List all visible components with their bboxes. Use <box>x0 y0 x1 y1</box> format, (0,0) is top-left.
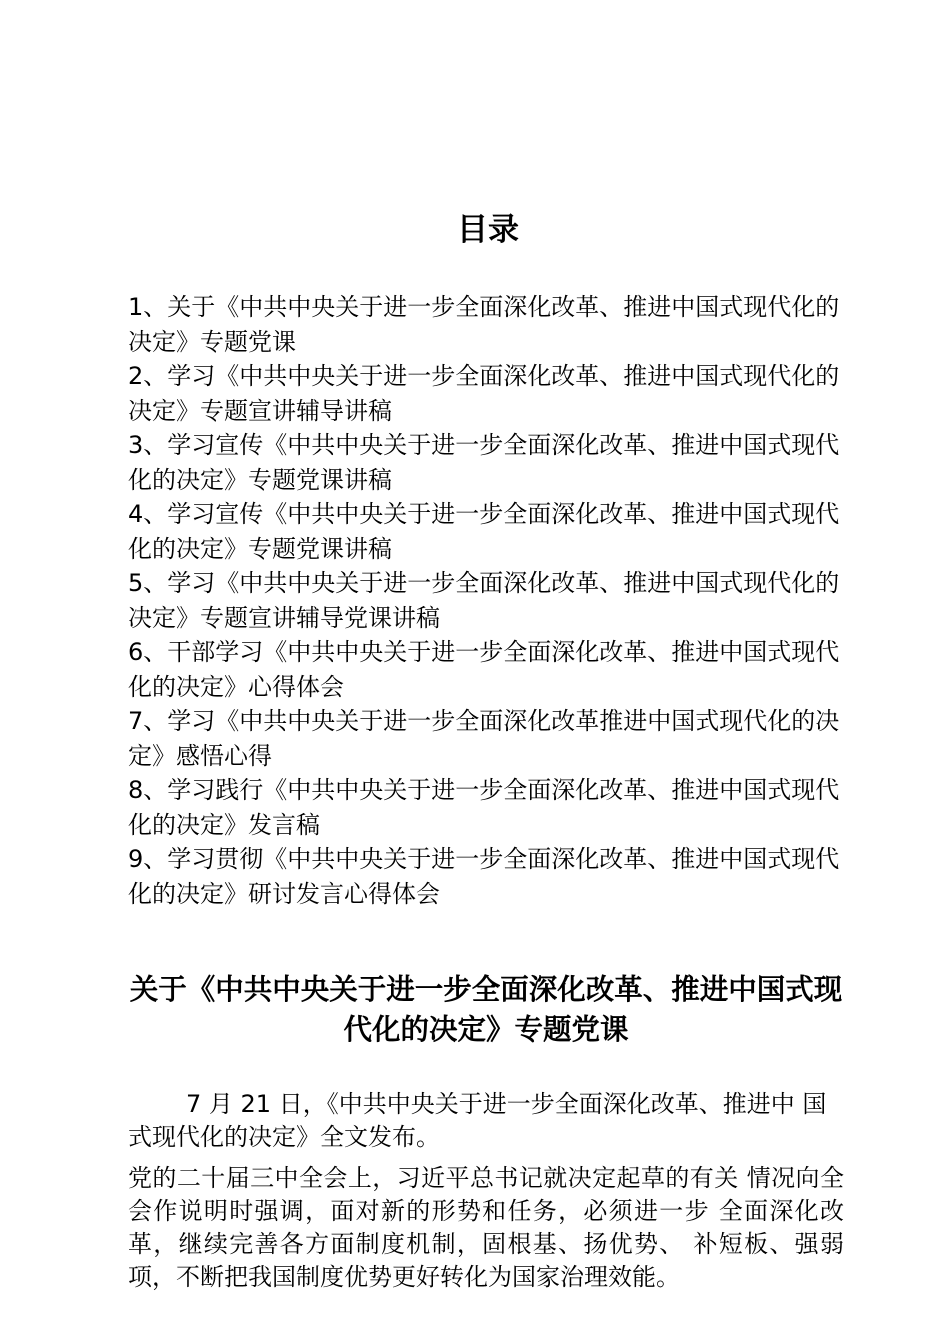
toc-item-6[interactable]: 6、干部学习《中共中央关于进一步全面深化改革、推进中国式现代化的决定》心得体会 <box>128 638 840 701</box>
toc-item-4[interactable]: 4、学习宣传《中共中央关于进一步全面深化改革、推进中国式现代化的决定》专题党课讲稿 <box>128 500 840 563</box>
article-paragraph-1: 7 月 21 日，《中共中央关于进一步全面深化改革、推进中 国式现代化的决定》全文发布。 <box>128 1090 827 1151</box>
toc-item-7[interactable]: 7、学习《中共中央关于进一步全面深化改革推进中国式现代化的决定》感悟心得 <box>128 707 840 770</box>
toc-item-3[interactable]: 3、学习宣传《中共中央关于进一步全面深化改革、推进中国式现代化的决定》专题党课讲稿 <box>128 431 840 494</box>
table-of-contents <box>128 290 844 911</box>
article-title: 关于《中共中央关于进一步全面深化改革、推进中国式现代化的决定》专题党课 <box>129 973 843 1046</box>
toc-item-9[interactable]: 9、学习贯彻《中共中央关于进一步全面深化改革、推进中国式现代化的决定》研讨发言心得体会 <box>128 845 840 908</box>
toc-item-2[interactable]: 2、学习《中共中央关于进一步全面深化改革、推进中国式现代化的决定》专题宣讲辅导讲稿 <box>128 362 840 425</box>
toc-title: 目录 <box>457 212 519 248</box>
toc-item-8[interactable]: 8、学习践行《中共中央关于进一步全面深化改革、推进中国式现代化的决定》发言稿 <box>128 776 840 839</box>
article-paragraph-2: 党的二十届三中全会上，习近平总书记就决定起草的有关 情况向全会作说明时强调，面对新的形势和任务，必须进一步 全面深化改革，继续完善各方面制度机制，固根基、扬优势、 补短板、强弱项，不断把我国制度优势更好转化为国家治理效能。 <box>128 1164 844 1291</box>
toc-item-1[interactable]: 1、关于《中共中央关于进一步全面深化改革、推进中国式现代化的决定》专题党课 <box>128 293 840 356</box>
toc-item-5[interactable]: 5、学习《中共中央关于进一步全面深化改革、推进中国式现代化的决定》专题宣讲辅导党课讲稿 <box>128 569 840 632</box>
